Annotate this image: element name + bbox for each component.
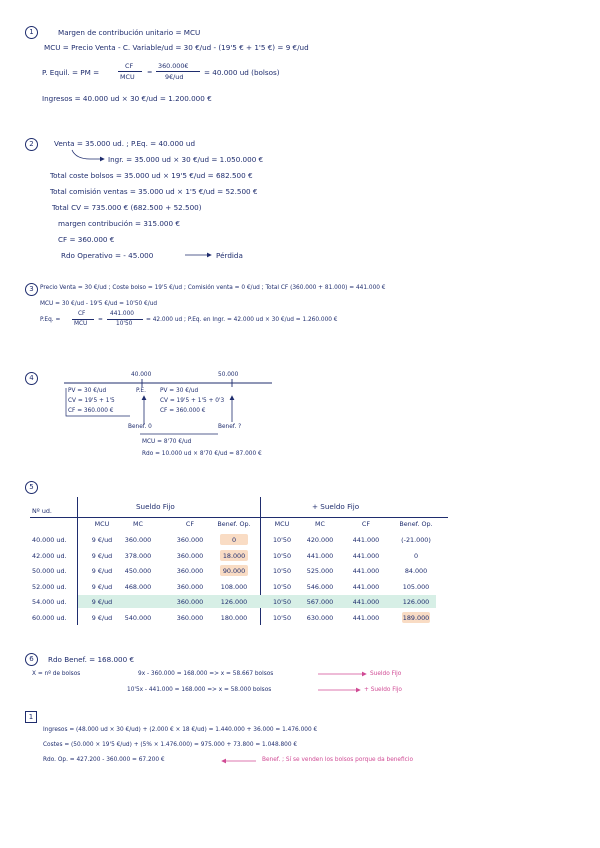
table-cell: 105.000 [402,582,430,591]
table-col-header: MCU [94,520,110,528]
table-group-plus-sueldo-fijo: + Sueldo Fijo [312,502,360,511]
section-4-tick-50000: 50.000 [218,372,239,378]
table-rowhead: Nº ud. [32,507,52,515]
table-cell: 441.000 [352,567,380,575]
table-cell: 546.000 [306,582,334,591]
section-4-left-3: CF = 360.000 € [68,408,114,414]
table-cell: 10'50 [272,598,292,606]
section-3-frac2-den: 10'50 [116,321,133,327]
section-4-number: 4 [25,372,38,385]
section-3-frac2-num: 441.000 [110,311,134,317]
section-1-pe-frac1-den: MCU [120,73,135,81]
table-cell: 10'50 [272,551,292,560]
section-6-number: 6 [25,653,38,666]
table-cell: 9 €/ud [91,613,113,622]
table-row-units: 60.000 ud. [32,613,67,622]
section-6-eq-2-label: + Sueldo Fijo [364,687,402,693]
table-cell: 450.000 [124,567,152,575]
section-4-tick-40000: 40.000 [131,372,152,378]
section-1-pe-frac1-num: CF [125,62,134,70]
section-7-ingresos: Ingresos = (48.000 ud × 30 €/ud) + (2.000 € × 18 €/ud) = 1.440.000 + 36.000 = 1.476.000 € [43,727,318,733]
table-cell: 10'50 [272,567,292,575]
table-cell: 468.000 [124,582,152,591]
table-cell: 441.000 [352,582,380,591]
section-1-pe-result: = 40.000 ud (bolsos) [204,68,280,77]
section-2-line-8-result: Pérdida [216,251,243,260]
section-4-right-2: CV = 19'5 + 1'5 + 0'3 [160,398,225,404]
section-1-pe-label: P. Equil. = PM = [42,68,100,77]
section-4-right-3: CF = 360.000 € [160,408,206,414]
section-4-benef-zero: Benef. 0 [128,424,152,430]
section-3-line-2: MCU = 30 €/ud - 19'5 €/ud = 10'50 €/ud [40,301,158,307]
table-cell: 378.000 [124,551,152,560]
section-2-line-8: Rdo Operativo = - 45.000 [61,251,154,260]
table-cell: 567.000 [306,598,334,606]
table-cell: 9 €/ud [91,536,113,544]
table-row-units: 54.000 ud. [32,598,67,606]
section-3-line-3: = 42.000 ud ; P.Eq. en Ingr. = 42.000 ud × 30 €/ud = 1.260.000 € [146,317,338,323]
section-3-pe-label: P.Eq. = [40,317,61,323]
section-1-pe-frac2-den: 9€/ud [165,73,184,81]
table-cell: 360.000 [124,536,152,544]
section-6-eq-2: 10'5x - 441.000 = 168.000 => x = 58.000 bolsos [127,687,272,693]
section-3-eq: = [98,317,103,323]
section-2-line-7: CF = 360.000 € [58,235,115,244]
table-cell: (-21.000) [401,536,431,544]
section-2-line-6: margen contribución = 315.000 € [58,219,180,228]
table-cell: 84.000 [404,567,428,575]
table-cell: 360.000 [176,567,204,575]
section-1-pe-frac2-num: 360.000€ [158,62,189,70]
table-cell: 360.000 [176,536,204,544]
table-col-header: MC [133,520,143,528]
section-1-number: 1 [25,26,38,39]
section-6-x-def: X = nº de bolsos [32,671,81,677]
table-cell: 9 €/ud [91,567,113,575]
table-cell: 9 €/ud [91,598,113,606]
section-6-eq-1: 9x - 360.000 = 168.000 => x = 58.667 bolsos [138,671,274,677]
table-cell: 630.000 [306,613,334,622]
table-cell: 360.000 [176,598,204,606]
section-1-pe-eq: = [147,68,153,76]
section-2-line-1: Venta = 35.000 ud. ; P.Eq. = 40.000 ud [54,139,196,148]
table-cell: 108.000 [220,582,248,591]
table-col-header: CF [185,520,195,528]
table-cell: 180.000 [220,613,248,622]
section-6-line-1: Rdo Benef. = 168.000 € [48,655,135,664]
table-cell: 189.000 [402,613,430,622]
section-3-number: 3 [25,283,38,296]
section-2-ingr-arrow [72,150,104,159]
table-cell: 360.000 [176,613,204,622]
section-4-left-1: PV = 30 €/ud [68,388,107,394]
section-4-rdo: Rdo = 10.000 ud × 8'70 €/ud = 87.000 € [142,451,262,457]
section-2-line-4: Total comisión ventas = 35.000 ud × 1'5 €/ud = 52.500 € [50,187,258,196]
table-col-header: CF [361,520,371,528]
section-7-costes: Costes = (50.000 × 19'5 €/ud) + (5% × 1.476.000) = 975.000 + 73.800 = 1.048.800 € [43,742,298,748]
table-row-units: 50.000 ud. [32,567,67,575]
table-cell: 360.000 [176,582,204,591]
table-cell: 441.000 [352,551,380,560]
section-2-number: 2 [25,138,38,151]
section-3-line-1: Precio Venta = 30 €/ud ; Coste bolso = 19'5 €/ud ; Comisión venta = 0 €/ud ; Total CF (360.000 + 81.000) = 441.000 € [40,285,386,291]
table-cell: 10'50 [272,582,292,591]
table-cell: 126.000 [220,598,248,606]
table-col-header: MCU [274,520,290,528]
section-4-left-bracket [66,388,130,416]
section-6-eq-1-label: Sueldo Fijo [370,671,402,677]
section-7-number: 1 [25,711,37,723]
table-cell: 441.000 [352,536,380,544]
section-2-line-5: Total CV = 735.000 € (682.500 + 52.500) [52,203,202,212]
table-cell: 126.000 [402,598,430,606]
table-cell: 441.000 [306,551,334,560]
section-4-benef-question: Benef. ? [218,424,242,430]
table-cell: 90.000 [222,567,246,575]
section-2-line-3: Total coste bolsos = 35.000 ud × 19'5 €/ud = 682.500 € [50,171,253,180]
table-cell: 525.000 [306,567,334,575]
table-cell: 9 €/ud [91,551,113,560]
section-4-mcu: MCU = 8'70 €/ud [142,439,192,445]
table-cell: 9 €/ud [91,582,113,591]
table-cell: 441.000 [352,598,380,606]
section-1-mcu: MCU = Precio Venta - C. Variable/ud = 30 €/ud - (19'5 € + 1'5 €) = 9 €/ud [44,43,309,52]
section-1-title: Margen de contribución unitario = MCU [58,28,201,37]
table-row-units: 52.000 ud. [32,582,67,591]
section-2-line-2: Ingr. = 35.000 ud × 30 €/ud = 1.050.000 € [108,155,264,164]
table-col-header: Benef. Op. [399,520,433,528]
table-cell: 10'50 [272,536,292,544]
table-col-header: MC [315,520,325,528]
section-4-pe-label: P.E. [136,388,146,394]
table-cell: 420.000 [306,536,334,544]
table-cell: 0 [231,536,237,544]
section-3-frac1-num: CF [78,311,86,317]
section-4-left-2: CV = 19'5 + 1'5 [68,398,115,404]
table-row-units: 42.000 ud. [32,551,67,560]
table-cell: 441.000 [352,613,380,622]
section-1-ingresos: Ingresos = 40.000 ud × 30 €/ud = 1.200.000 € [42,94,212,103]
table-cell: 18.000 [222,551,246,560]
section-5-number: 5 [25,481,38,494]
table-row-units: 40.000 ud. [32,536,67,544]
section-7-conclusion: Benef. ; Sí se venden los bolsos porque da beneficio [262,757,413,763]
table-cell: 360.000 [176,551,204,560]
table-group-sueldo-fijo: Sueldo Fijo [136,502,175,511]
table-col-header: Benef. Op. [217,520,251,528]
section-4-right-1: PV = 30 €/ud [160,388,199,394]
section-3-frac1-den: MCU [74,321,88,327]
table-cell: 540.000 [124,613,152,622]
section-7-rdo: Rdo. Op. = 427.200 - 360.000 = 67.200 € [43,757,165,763]
table-cell: 0 [413,551,419,560]
table-cell: 10'50 [272,613,292,622]
